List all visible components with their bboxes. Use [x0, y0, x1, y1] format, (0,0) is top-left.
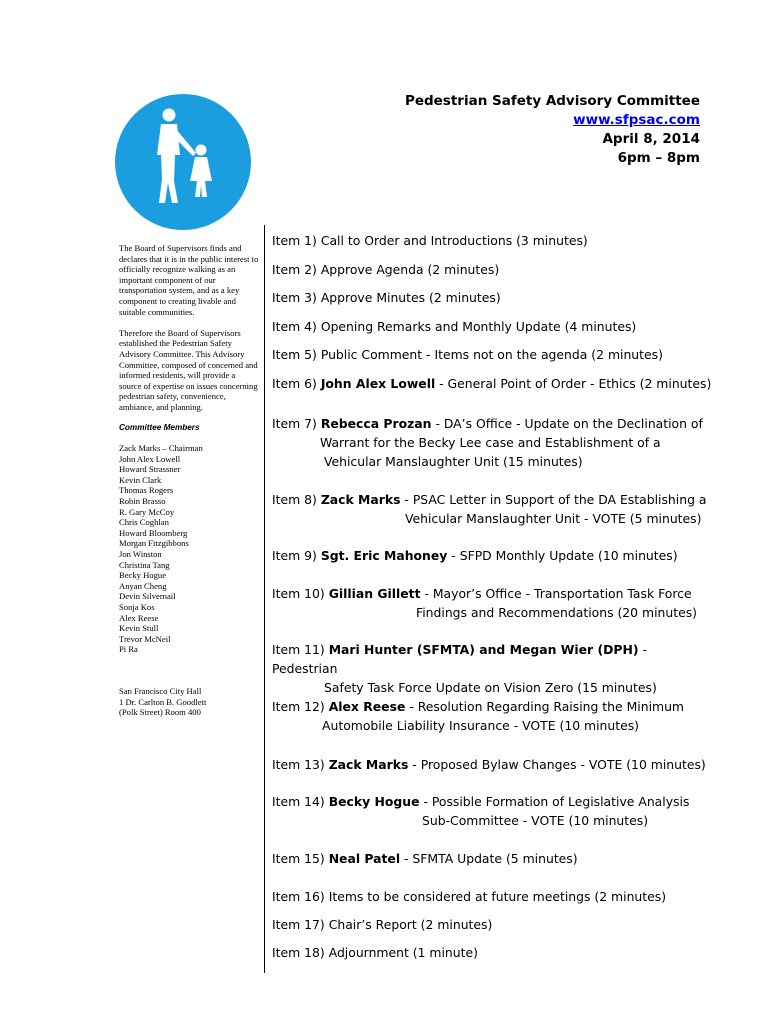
item-description: Approve Agenda (2 minutes) [320, 262, 500, 277]
item-description: - Resolution Regarding Raising the Minimum [405, 699, 684, 714]
item-description: - SFPD Monthly Update (10 minutes) [447, 548, 678, 563]
member-name: Kevin Stull [119, 623, 159, 634]
item-number: Item 3) [272, 290, 321, 305]
item-number: Item 9) [272, 548, 321, 563]
item-description: - Pedestrian [272, 642, 647, 676]
item-description: Opening Remarks and Monthly Update (4 minutes) [320, 319, 637, 334]
member-name: Sonja Kos [119, 602, 155, 612]
sidebar-paragraph-2: Therefore the Board of Supervisors established the Pedestrian Safety Advisory Committee. This Advisory Committee, composed of concerned and informed residents, will provide a source of expertise on issues concerning pedestrian safety, convenience, ambiance, and planning. [119, 327, 258, 412]
item-presenter: Becky Hogue [328, 794, 420, 809]
item-presenter: Sgt. Eric Mahoney [320, 548, 448, 563]
member-name: Robin Brasso [119, 496, 166, 507]
agenda-item [272, 490, 712, 528]
divider [264, 225, 265, 973]
item-number: Item 18) [272, 945, 329, 960]
member-name: Christina Tang [119, 559, 170, 570]
item-number: Item 6) [272, 376, 321, 391]
meeting-time: 6pm – 8pm [617, 150, 700, 166]
member-name: Howard Strassner [119, 464, 181, 475]
item-description: Approve Minutes (2 minutes) [320, 290, 501, 305]
agenda-item [272, 755, 712, 774]
item-number: Item 17) [272, 917, 329, 932]
item-continuation: Findings and Recommendations (20 minutes) [416, 605, 697, 620]
member-name: Trevor McNeil [119, 633, 171, 644]
item-number: Item 2) [272, 262, 321, 277]
item-description: - DA’s Office - Update on the Declination of [431, 416, 703, 431]
item-number: Item 8) [272, 492, 321, 507]
item-presenter: Zack Marks [328, 757, 409, 772]
address-line: San Francisco City Hall [119, 685, 202, 696]
pedestrian-logo-icon [114, 93, 252, 231]
agenda-item [272, 887, 712, 906]
address [119, 686, 259, 718]
item-presenter: Neal Patel [328, 851, 401, 866]
member-name: Anyan Cheng [119, 580, 167, 591]
item-number: Item 16) [272, 889, 329, 904]
agenda-item [272, 374, 712, 393]
item-number: Item 13) [272, 757, 329, 772]
item-continuation: Warrant for the Becky Lee case and Establishment of a [320, 435, 661, 450]
agenda-item [272, 546, 712, 565]
sidebar [119, 243, 259, 718]
item-description: Call to Order and Introductions (3 minutes) [320, 233, 588, 248]
item-description: - SFMTA Update (5 minutes) [400, 851, 578, 866]
agenda-item [272, 231, 712, 250]
address-line: 1 Dr. Carlton B. Goodlett [119, 696, 207, 707]
agenda-item [272, 345, 712, 364]
agenda-item [272, 640, 712, 697]
item-description: Public Comment - Items not on the agenda (2 minutes) [320, 347, 663, 362]
agenda-item [272, 697, 712, 735]
item-presenter: Rebecca Prozan [320, 416, 432, 431]
address-line: (Polk Street) Room 400 [119, 707, 201, 718]
item-continuation: Safety Task Force Update on Vision Zero (15 minutes) [324, 680, 657, 695]
item-number: Item 11) [272, 642, 329, 657]
agenda-item [272, 260, 712, 279]
agenda-item [272, 414, 712, 471]
member-name: Chris Coghlan [119, 517, 169, 528]
item-description: - General Point of Order - Ethics (2 minutes) [435, 376, 712, 391]
member-name: Alex Reese [119, 612, 159, 623]
member-name: Jon Winston [119, 549, 162, 560]
members-title: Committee Members [119, 422, 200, 432]
item-description: - Mayor’s Office - Transportation Task Force [420, 586, 692, 601]
member-name: R. Gary McCoy [119, 506, 175, 517]
members-list [119, 443, 259, 655]
item-description: - Possible Formation of Legislative Analysis [419, 794, 690, 809]
agenda-item [272, 943, 712, 962]
item-continuation: Automobile Liability Insurance - VOTE (10 minutes) [322, 718, 640, 733]
agenda-item [272, 915, 712, 934]
agenda-item [272, 317, 712, 336]
item-description: Adjournment (1 minute) [328, 945, 478, 960]
item-number: Item 14) [272, 794, 329, 809]
website-link[interactable]: www.sfpsac.com [573, 112, 700, 128]
item-description: - Proposed Bylaw Changes - VOTE (10 minutes) [408, 757, 706, 772]
item-number: Item 4) [272, 319, 321, 334]
item-presenter: Gillian Gillett [328, 586, 421, 601]
item-number: Item 1) [272, 233, 321, 248]
item-continuation: Sub-Committee - VOTE (10 minutes) [422, 813, 649, 828]
item-description: - PSAC Letter in Support of the DA Establishing a [400, 492, 707, 507]
member-name: Thomas Rogers [119, 485, 174, 496]
member-name: Kevin Clark [119, 474, 162, 485]
sidebar-paragraph-1: The Board of Supervisors finds and declares that it is in the public interest to officially recognize walking as an important component of our transportation system, and as a key component to creating livable and suitable communities. [119, 243, 259, 317]
member-name: Devin Silvernail [119, 591, 176, 602]
item-presenter: Zack Marks [320, 492, 401, 507]
member-name: Pi Ra [119, 644, 138, 655]
item-presenter: John Alex Lowell [320, 376, 436, 391]
item-continuation: Vehicular Manslaughter Unit - VOTE (5 minutes) [405, 511, 702, 526]
member-name: Zack Marks – Chairman [119, 443, 203, 454]
committee-name: Pedestrian Safety Advisory Committee [404, 93, 700, 109]
agenda-item [272, 849, 712, 868]
header [405, 92, 700, 168]
meeting-date: April 8, 2014 [602, 131, 700, 147]
member-name: Becky Hogue [119, 570, 167, 581]
agenda-item [272, 584, 712, 622]
item-description: Items to be considered at future meetings (2 minutes) [328, 889, 667, 904]
item-number: Item 12) [272, 699, 329, 714]
member-name: John Alex Lowell [119, 453, 181, 464]
agenda-item [272, 792, 712, 830]
item-presenter: Alex Reese [328, 699, 406, 714]
item-description: Chair’s Report (2 minutes) [328, 917, 493, 932]
item-number: Item 15) [272, 851, 329, 866]
member-name: Howard Bloomberg [119, 527, 188, 538]
item-number: Item 10) [272, 586, 329, 601]
item-number: Item 5) [272, 347, 321, 362]
item-continuation: Vehicular Manslaughter Unit (15 minutes) [324, 454, 583, 469]
item-presenter: Mari Hunter (SFMTA) and Megan Wier (DPH) [328, 642, 639, 657]
member-name: Morgan Fitzgibbons [119, 538, 189, 549]
item-number: Item 7) [272, 416, 321, 431]
agenda-item [272, 288, 712, 307]
